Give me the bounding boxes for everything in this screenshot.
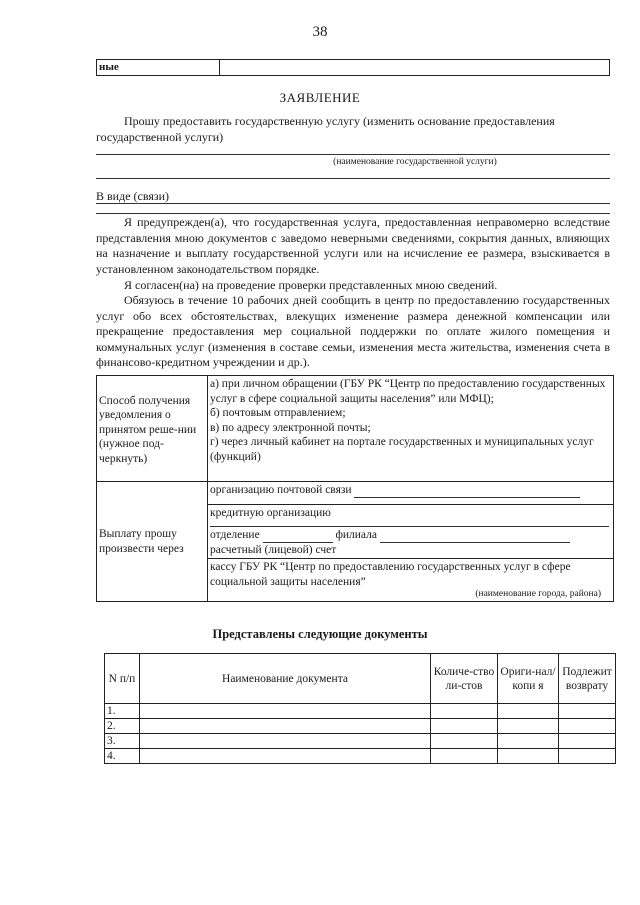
notification-label: Способ получения уведомления о принятом реше-нии (нужное под-черкнуть) [97, 376, 208, 482]
doc-orig-cell[interactable] [498, 719, 559, 734]
payment-options [208, 482, 614, 602]
in-form-label: В виде (связи) [96, 189, 170, 203]
request-line-1: Прошу предоставить государственную услугу (изменить основание предоставления [124, 114, 555, 128]
filial-label: филиала [335, 529, 377, 541]
notification-options [208, 376, 614, 482]
account-label: расчетный (лицевой) счет [210, 543, 337, 556]
row-num: 1. [105, 704, 140, 719]
doc-name-cell[interactable] [140, 719, 431, 734]
page-number: 38 [312, 24, 328, 40]
obligation-paragraph: Обязуюсь в течение 10 рабочих дней сообщить в центр по предоставлению государственных услуг обо всех обстоятельствах, влекущих изменение размера денежной компенсации или прекращение предоставления мер социальной поддержки по оплате жилого помещения и коммунальных услуг (изменения в составе семьи, изменения места жительства, изменения счета в финансово-кредитном учреждении и др.). [96, 293, 610, 369]
col-num: N п/п [105, 654, 140, 704]
doc-name-cell[interactable] [140, 704, 431, 719]
col-count: Количе-ство ли-стов [431, 654, 498, 704]
notification-option-c[interactable]: в) по адресу электронной почты; [210, 421, 371, 434]
row-num: 3. [105, 734, 140, 749]
city-caption: (наименование города, района) [475, 589, 601, 599]
consent-paragraph: Я согласен(на) на проведение проверки представленных мною сведений. [124, 278, 498, 292]
doc-return-cell[interactable] [559, 749, 616, 764]
credit-option[interactable]: кредитную организацию [210, 506, 331, 519]
row-num: 2. [105, 719, 140, 734]
warning-paragraph: Я предупрежден(а), что государственная услуга, предоставленная неправомерно вследствие представления мною документов с заведомо неверными сведениями, сокрытия данных, влияющих на назначение и выплату государственной услуги или на исчисление ее размера, взыскивается в установленном законодательством порядке. [96, 215, 610, 276]
service-caption: (наименование государственной услуги) [333, 157, 497, 167]
table-row [105, 719, 616, 734]
request-line-2: государственной услуги) [96, 130, 224, 144]
service-field-line[interactable] [96, 154, 610, 155]
col-return: Подлежит возврату [559, 654, 616, 704]
page-title: ЗАЯВЛЕНИЕ [279, 90, 361, 105]
notification-option-b[interactable]: б) почтовым отправлением; [210, 407, 346, 419]
doc-return-cell[interactable] [559, 719, 616, 734]
documents-title: Представлены следующие документы [212, 627, 428, 641]
blank-line [96, 178, 610, 179]
doc-orig-cell[interactable] [498, 704, 559, 719]
credit-field[interactable] [210, 520, 609, 527]
doc-name-cell[interactable] [140, 749, 431, 764]
doc-count-cell[interactable] [431, 719, 498, 734]
notification-option-a[interactable]: а) при личном обращении (ГБУ РК “Центр по предоставлению государственных услуг в сфере социальной защиты населения” или МФЦ); [210, 378, 606, 405]
in-form-field-line[interactable] [96, 203, 610, 204]
col-name: Наименование документа [140, 654, 431, 704]
notification-option-d[interactable]: г) через личный кабинет на портале государственных и муниципальных услуг (функций) [210, 436, 594, 463]
table-row [105, 734, 616, 749]
postal-option[interactable]: организацию почтовой связи [210, 484, 352, 496]
col-orig: Ориги-нал/копи я [498, 654, 559, 704]
doc-name-cell[interactable] [140, 734, 431, 749]
doc-return-cell[interactable] [559, 734, 616, 749]
cashier-option[interactable]: кассу ГБУ РК “Центр по предоставлению государственных услуг в сфере социальной защиты населения” [210, 561, 571, 588]
doc-orig-cell[interactable] [498, 749, 559, 764]
doc-count-cell[interactable] [431, 734, 498, 749]
postal-field[interactable] [354, 497, 580, 498]
documents-table [104, 653, 616, 764]
blank-line-2 [96, 213, 610, 214]
row-num: 4. [105, 749, 140, 764]
payment-label: Выплату прошу произвести через [97, 482, 208, 602]
filial-field[interactable] [380, 542, 570, 543]
doc-return-cell[interactable] [559, 704, 616, 719]
doc-count-cell[interactable] [431, 749, 498, 764]
table-row [105, 704, 616, 719]
stub-cell: ные [97, 60, 220, 75]
table-row [105, 749, 616, 764]
options-table [96, 375, 614, 602]
branch-label: отделение [210, 529, 260, 541]
doc-orig-cell[interactable] [498, 734, 559, 749]
top-stub-table [96, 59, 610, 76]
doc-count-cell[interactable] [431, 704, 498, 719]
